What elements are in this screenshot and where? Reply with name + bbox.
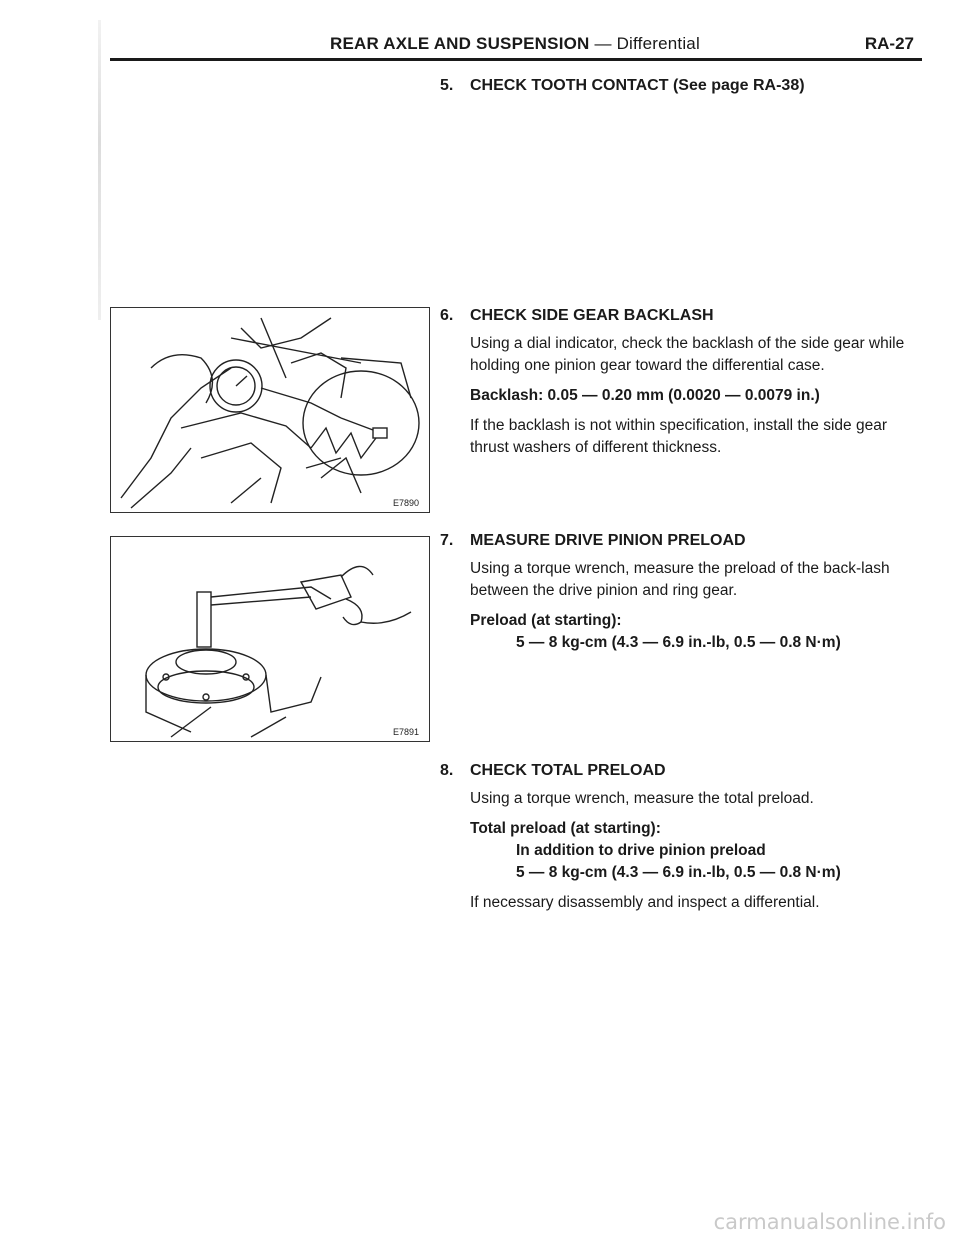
step-note: If the backlash is not within specification, install the side gear thrust washers of different thickness. bbox=[470, 417, 888, 456]
torque-wrench-illustration bbox=[111, 537, 429, 741]
total-preload-spec-label: Total preload (at starting): bbox=[470, 820, 661, 837]
step-heading: CHECK TOOTH CONTACT (See page RA-38) bbox=[470, 77, 805, 94]
step-note: If necessary disassembly and inspect a differential. bbox=[470, 894, 820, 911]
step-heading: CHECK TOTAL PRELOAD bbox=[470, 762, 666, 779]
step-number: 6. bbox=[440, 307, 454, 324]
step-number: 7. bbox=[440, 532, 454, 549]
header-title bbox=[330, 34, 700, 54]
header-dash: — bbox=[589, 34, 617, 53]
step-5 bbox=[440, 75, 910, 97]
step-instruction: Using a torque wrench, measure the total preload. bbox=[470, 790, 814, 807]
header-section: REAR AXLE AND SUSPENSION bbox=[330, 34, 590, 53]
header-rule bbox=[110, 58, 922, 61]
total-preload-spec-line: In addition to drive pinion preload bbox=[516, 842, 766, 859]
backlash-spec: Backlash: 0.05 — 0.20 mm (0.0020 — 0.0079 in.) bbox=[470, 387, 820, 404]
page-header bbox=[110, 34, 922, 56]
step-8 bbox=[440, 760, 910, 914]
dial-indicator-illustration bbox=[111, 308, 429, 512]
step-6 bbox=[440, 305, 910, 459]
step-number: 5. bbox=[440, 77, 454, 94]
figure-dial-indicator bbox=[110, 307, 430, 513]
preload-spec-label: Preload (at starting): bbox=[470, 612, 622, 629]
step-heading: CHECK SIDE GEAR BACKLASH bbox=[470, 307, 714, 324]
figure-code: E7891 bbox=[393, 727, 420, 737]
step-7 bbox=[440, 530, 910, 654]
step-heading: MEASURE DRIVE PINION PRELOAD bbox=[470, 532, 746, 549]
step-number: 8. bbox=[440, 762, 454, 779]
header-subsection: Differential bbox=[616, 34, 700, 53]
preload-spec-value: 5 — 8 kg-cm (4.3 — 6.9 in.-lb, 0.5 — 0.8 N·m) bbox=[516, 634, 841, 651]
watermark: carmanualsonline.info bbox=[713, 1210, 946, 1234]
page-binding-shadow bbox=[98, 20, 101, 320]
total-preload-spec-value: 5 — 8 kg-cm (4.3 — 6.9 in.-lb, 0.5 — 0.8 N·m) bbox=[516, 864, 841, 881]
figure-torque-wrench bbox=[110, 536, 430, 742]
step-instruction: Using a dial indicator, check the backlash of the side gear while holding one pinion gear toward the differential case. bbox=[470, 335, 905, 374]
step-instruction: Using a torque wrench, measure the preload of the back-lash between the drive pinion and ring gear. bbox=[470, 560, 890, 599]
figure-code: E7890 bbox=[393, 498, 420, 508]
page-number: RA-27 bbox=[864, 34, 914, 53]
